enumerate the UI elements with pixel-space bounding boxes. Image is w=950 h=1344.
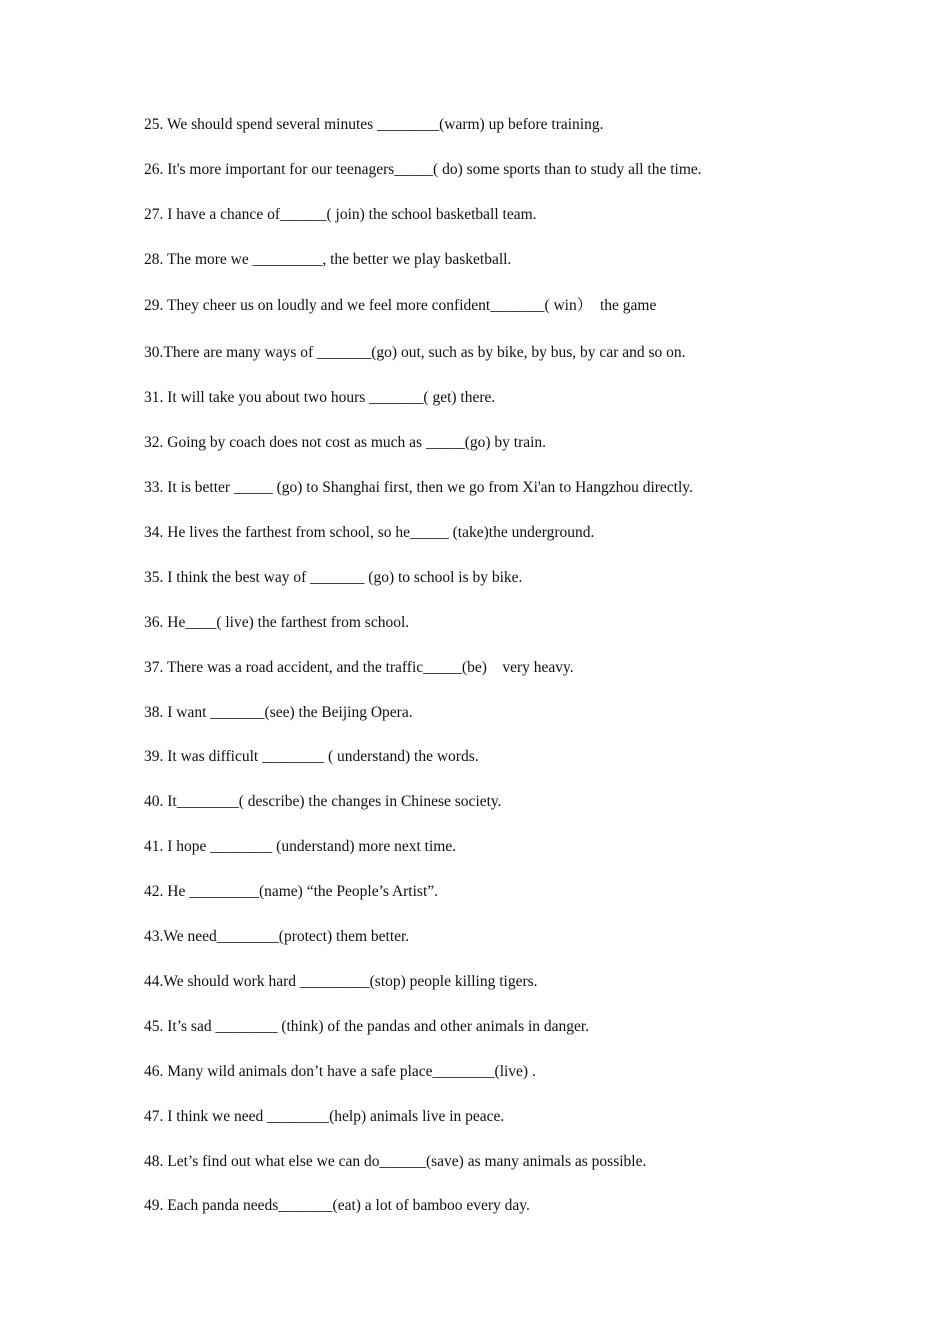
exercise-item-28: 28. The more we _________, the better we play basketball.: [144, 251, 512, 268]
exercise-item-44: 44.We should work hard _________(stop) people killing tigers.: [144, 973, 538, 990]
exercise-item-37: 37. There was a road accident, and the traffic_____(be) very heavy.: [144, 659, 574, 676]
exercise-item-33: 33. It is better _____ (go) to Shanghai first, then we go from Xi'an to Hangzhou directly.: [144, 479, 693, 496]
exercise-item-41: 41. I hope ________ (understand) more next time.: [144, 838, 457, 855]
exercise-item-45: 45. It’s sad ________ (think) of the pandas and other animals in danger.: [144, 1018, 590, 1035]
exercise-item-35: 35. I think the best way of _______ (go) to school is by bike.: [144, 569, 523, 586]
exercise-item-46: 46. Many wild animals don’t have a safe place________(live) .: [144, 1063, 536, 1080]
exercise-item-27: 27. I have a chance of______( join) the school basketball team.: [144, 206, 537, 223]
exercise-item-49: 49. Each panda needs_______(eat) a lot of bamboo every day.: [144, 1197, 530, 1214]
exercise-item-32: 32. Going by coach does not cost as much as _____(go) by train.: [144, 434, 547, 451]
exercise-item-39: 39. It was difficult ________ ( understand) the words.: [144, 748, 479, 765]
exercise-item-38: 38. I want _______(see) the Beijing Opera.: [144, 704, 413, 721]
exercise-item-30: 30.There are many ways of _______(go) out, such as by bike, by bus, by car and so on.: [144, 344, 686, 361]
exercise-item-48: 48. Let’s find out what else we can do______(save) as many animals as possible.: [144, 1153, 647, 1170]
exercise-item-29: 29. They cheer us on loudly and we feel more confident_______( win） the game: [144, 297, 657, 314]
exercise-item-34: 34. He lives the farthest from school, so he_____ (take)the underground.: [144, 524, 595, 541]
exercise-item-26: 26. It's more important for our teenagers_____( do) some sports than to study all the time.: [144, 161, 702, 178]
exercise-item-36: 36. He____( live) the farthest from school.: [144, 614, 410, 631]
exercise-item-43: 43.We need________(protect) them better.: [144, 928, 410, 945]
exercise-item-25: 25. We should spend several minutes ________(warm) up before training.: [144, 116, 604, 133]
exercise-item-42: 42. He _________(name) “the People’s Artist”.: [144, 883, 439, 900]
exercise-item-40: 40. It________( describe) the changes in Chinese society.: [144, 793, 502, 810]
exercise-item-31: 31. It will take you about two hours _______( get) there.: [144, 389, 496, 406]
exercise-item-47: 47. I think we need ________(help) animals live in peace.: [144, 1108, 505, 1125]
